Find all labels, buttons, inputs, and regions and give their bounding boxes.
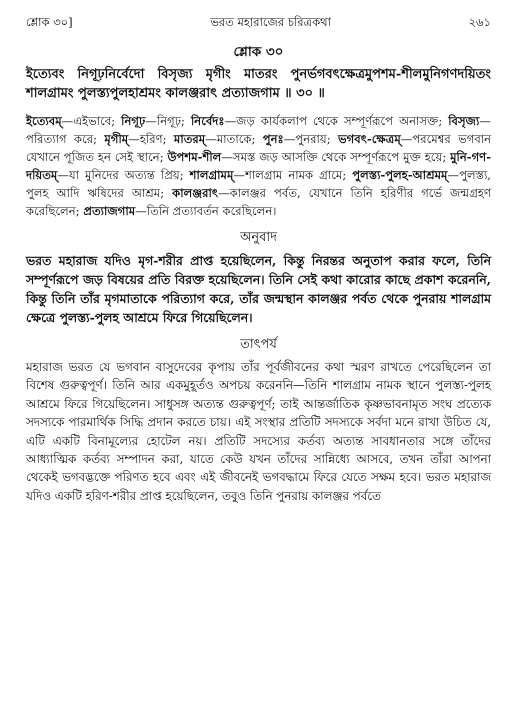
running-header [26, 0, 491, 33]
synonym-term: মাতরম্ [173, 132, 206, 146]
page-number: ২৬১ [468, 15, 491, 29]
synonym-meaning: সমস্ত জড় আসক্তি থেকে সম্পূর্ণরূপে মুক্ত হয়ে [232, 150, 443, 164]
synonym-meaning: মাতাকে [216, 132, 252, 146]
synonym-meaning: কালঞ্জর পর্বত, যেখানে তিনি হরিণীর গর্ভে জন্মগ্রহণ করেছিলেন [26, 186, 491, 218]
purport-title: তাৎপর্য [240, 337, 277, 352]
synonyms-paragraph: ইত্যেবম্—এইভাবে; নিগূঢ়—নিগূঢ়; নির্বেদঃ—জড় কার্যকলাপ থেকে সম্পূর্ণরূপে অনাসক্ত; বিসৃজ্য—পরিত্যাগ করে; মৃগীম্—হরিণ; মাতরম্—মাতাকে; পুনঃ—পুনরায়; ভগবৎ-ক্ষেত্রম্—পরমেশ্বর ভগবান যেখানে পূজিত হন সেই স্থানে; উপশম-শীল—সমস্ত জড় আসক্তি থেকে সম্পূর্ণরূপে মুক্ত হয়ে; মুনি-গণ-দয়িতম্—যা মুনিদের অত্যন্ত প্রিয়; শালগ্রামম্—শালগ্রাম নামক গ্রামে; পুলস্ত্য-পুলহ-আশ্রমম্—পুলস্ত্য, পুলহ আদি ঋষিদের আশ্রম; কালঞ্জরাৎ—কালঞ্জর পর্বত, যেখানে তিনি হরিণীর গর্ভে জন্মগ্রহণ করেছিলেন; প্রত্যাজগাম—তিনি প্রত্যাবর্তন করেছিলেন। [26, 114, 492, 218]
synonym-term: বিসৃজ্য [448, 114, 480, 128]
header-chapter-title: ভরত মহারাজের চরিত্রকথা [210, 15, 331, 29]
synonym-meaning: নিগূঢ় [156, 114, 182, 128]
synonym-meaning: পরিত্যাগ করে [26, 132, 94, 146]
translation-text: ভরত মহারাজ যদিও মৃগ-শরীর প্রাপ্ত হয়েছিলেন, কিন্তু নিরন্তর অনুতাপ করার ফলে, তিনি সম্পূর্ণরূপে জড় বিষয়ের প্রতি বিরক্ত হয়েছিলেন। তিনি সেই কথা কারোর কাছে প্রকাশ করেননি, কিন্তু তিনি তাঁর মৃগমাতাকে পরিত্যাগ করে, তাঁর জন্মস্থান কালঞ্জর পর্বত থেকে পুনরায় শালগ্রাম ক্ষেত্রে পুলস্ত্য-পুলহ আশ্রমে ফিরে গিয়েছিলেন। [26, 253, 491, 325]
verse-text: ইত্যেবং নিগূঢ়নির্বেদো বিসৃজ্য মৃগীং মাতরং পুনর্ভগবৎক্ষেত্রমুপশম-শীলমুনিগণদয়িতং শালগ্রামং পুলস্ত্যপুলহাশ্রমং কালঞ্জরাৎ প্রত্যাজগাম ॥ ৩০ ॥ [26, 67, 491, 101]
synonym-term: নিগূঢ় [121, 114, 146, 128]
synonym-term: উপশম-শীল [167, 150, 222, 164]
translation-title: অনুবাদ [240, 230, 277, 245]
synonym-term: ভগবৎ-ক্ষেত্রম্ [338, 132, 401, 146]
synonym-term: কালঞ্জরাৎ [172, 186, 219, 200]
synonym-meaning: শালগ্রাম নামক গ্রামে [245, 168, 343, 182]
synonym-term: মুনি-গণ-দয়িতম্ [26, 150, 492, 182]
synonym-meaning: যা মুনিদের অত্যন্ত প্রিয় [68, 168, 180, 182]
synonym-term: প্রত্যাজগাম [83, 204, 136, 218]
synonym-term: ইত্যেবম্ [26, 114, 62, 128]
synonym-meaning: হরিণ [139, 132, 163, 146]
synonym-meaning: পুনরায় [295, 132, 327, 146]
synonym-meaning: তিনি প্রত্যাবর্তন করেছিলেন। [146, 204, 277, 218]
synonym-meaning: পুলস্ত্য, পুলহ আদি ঋষিদের আশ্রম [26, 168, 491, 200]
synonym-term: নির্বেদঃ [190, 114, 225, 128]
header-verse-ref: শ্লোক ৩০] [26, 15, 73, 29]
synonym-meaning: এইভাবে [73, 114, 112, 128]
purport-text: মহারাজ ভরত যে ভগবান বাসুদেবের কৃপায় তাঁর পূর্বজীবনের কথা স্মরণ রাখতে পেরেছিলেন তা বিশেষ গুরুত্বপূর্ণ। তিনি আর একমুহূর্তও অপচয় করেননি—তিনি শালগ্রাম নামক স্থানে পুলস্ত্য-পুলহ আশ্রমে ফিরে গিয়েছিলেন। সাধুসঙ্গ অত্যন্ত গুরুত্বপূর্ণ; তাই আন্তর্জাতিক কৃষ্ণভাবনামৃত সংঘ প্রত্যেক সদস্যকে পারমার্থিক সিদ্ধি প্রদান করতে চায়। এই সংস্থার প্রতিটি সদস্যকে সর্বদা মনে রাখা উচিত যে, এটি একটি বিনামূল্যের হোটেল নয়। প্রতিটি সদস্যের কর্তব্য অত্যন্ত সাবধানতার সঙ্গে তাঁদের আধ্যাত্মিক কর্তব্য সম্পাদন করা, যাতে কেউ যখন তাঁদের সান্নিধ্যে আসবে, তখন তাঁরা আপনা থেকেই ভগবদ্ভক্তে পরিণত হবে এবং এই জীবনেই ভগবদ্ধামে ফিরে যেতে সক্ষম হবে। ভরত মহারাজ যদিও একটি হরিণ-শরীর প্রাপ্ত হয়েছিলেন, তবুও তিনি পুনরায় কালঞ্জর পর্বতে [26, 360, 491, 503]
synonym-meaning: পরমেশ্বর ভগবান যেখানে পূজিত হন সেই স্থানে [26, 132, 492, 164]
synonym-term: পুনঃ [262, 132, 284, 146]
verse-heading: শ্লোক ৩০ [233, 44, 284, 60]
synonym-term: পুলস্ত্য-পুলহ-আশ্রমম্ [352, 168, 448, 182]
synonym-term: মৃগীম্ [104, 132, 129, 146]
synonym-term: শালগ্রামম্ [189, 168, 234, 182]
synonym-meaning: জড় কার্যকলাপ থেকে সম্পূর্ণরূপে অনাসক্ত [236, 114, 439, 128]
